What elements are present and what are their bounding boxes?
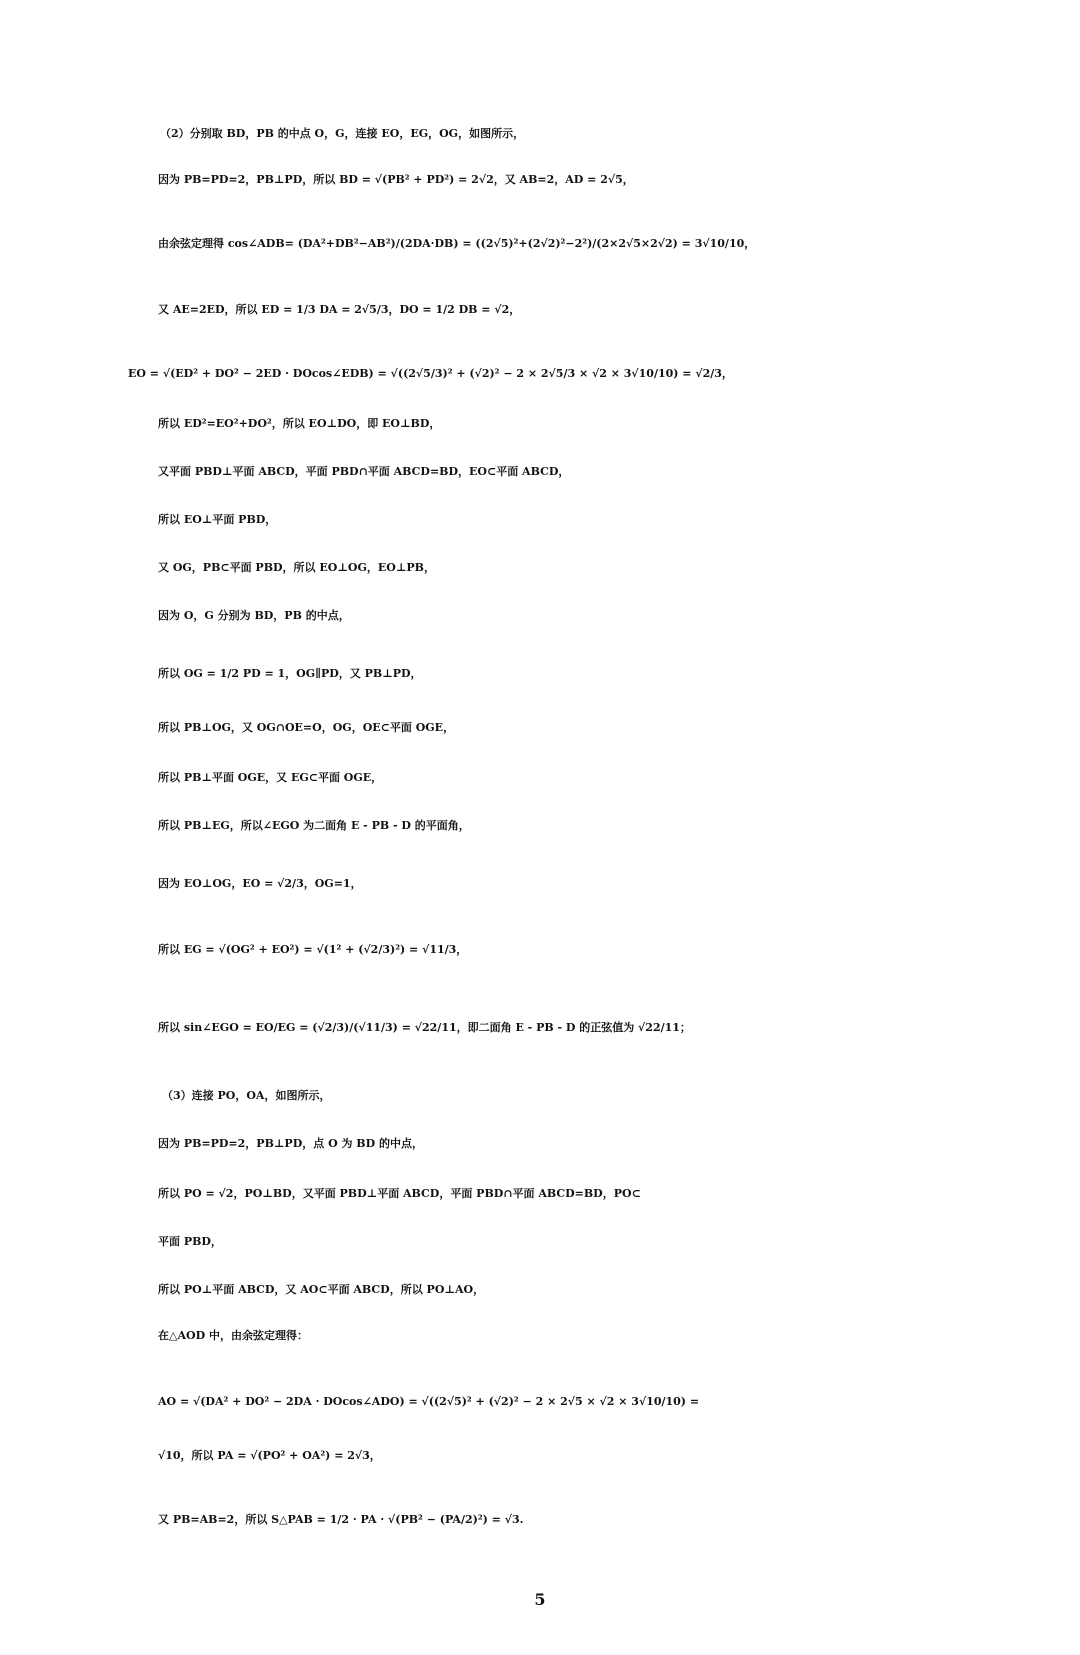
text-line: AO = √(DA² + DO² − 2DA · DOcos∠ADO) = √((2√5)² + (√2)² − 2 × 2√5 × √2 × 3√10/10) = xyxy=(158,1395,700,1408)
text-line: 所以 ED²=EO²+DO²，所以 EO⊥DO，即 EO⊥BD， xyxy=(158,417,441,430)
text-line: 所以 PB⊥EG，所以∠EGO 为二面角 E - PB - D 的平面角， xyxy=(158,819,470,832)
page-number: 5 xyxy=(534,1590,546,1609)
text-line: 因为 O，G 分别为 BD，PB 的中点， xyxy=(158,609,350,622)
text-line: 所以 PO⊥平面 ABCD，又 AO⊂平面 ABCD，所以 PO⊥AO， xyxy=(158,1283,485,1296)
text-line: 平面 PBD， xyxy=(158,1235,222,1248)
text-line: EO = √(ED² + DO² − 2ED · DOcos∠EDB) = √((2√5/3)² + (√2)² − 2 × 2√5/3 × √2 × 3√10/10) = √2/3， xyxy=(128,367,733,380)
text-line: 又 AE=2ED，所以 ED = 1/3 DA = 2√5/3，DO = 1/2 DB = √2， xyxy=(158,303,521,316)
text-line: 所以 OG = 1/2 PD = 1，OG∥PD，又 PB⊥PD， xyxy=(158,667,422,680)
text-line: （3）连接 PO，OA，如图所示， xyxy=(162,1089,331,1102)
text-line: 所以 EG = √(OG² + EO²) = √(1² + (√2/3)²) = √11/3， xyxy=(158,943,468,956)
text-line: （2）分别取 BD，PB 的中点 O，G，连接 EO，EG，OG，如图所示， xyxy=(160,127,525,140)
text-line: 因为 PB=PD=2，PB⊥PD，点 O 为 BD 的中点， xyxy=(158,1137,423,1150)
text-line: √10，所以 PA = √(PO² + OA²) = 2√3， xyxy=(158,1449,381,1462)
text-line: 所以 PB⊥OG，又 OG∩OE=O，OG，OE⊂平面 OGE， xyxy=(158,721,455,734)
text-line: 又 PB=AB=2，所以 S△PAB = 1/2 · PA · √(PB² − (PA/2)²) = √3. xyxy=(158,1513,524,1526)
text-line: 所以 PO = √2，PO⊥BD，又平面 PBD⊥平面 ABCD，平面 PBD∩平面 ABCD=BD，PO⊂ xyxy=(158,1187,641,1200)
text-line: 所以 PB⊥平面 OGE，又 EG⊂平面 OGE， xyxy=(158,771,383,784)
text-line: 因为 PB=PD=2，PB⊥PD，所以 BD = √(PB² + PD²) = 2√2，又 AB=2，AD = 2√5， xyxy=(158,173,634,186)
text-line: 在△AOD 中，由余弦定理得： xyxy=(158,1329,308,1342)
text-line: 所以 EO⊥平面 PBD， xyxy=(158,513,277,526)
text-line: 又平面 PBD⊥平面 ABCD，平面 PBD∩平面 ABCD=BD，EO⊂平面 ABCD， xyxy=(158,465,570,478)
text-line: 因为 EO⊥OG，EO = √2/3，OG=1， xyxy=(158,877,362,890)
text-line: 所以 sin∠EGO = EO/EG = (√2/3)/(√11/3) = √22/11，即二面角 E - PB - D 的正弦值为 √22/11； xyxy=(158,1021,691,1034)
text-line: 又 OG，PB⊂平面 PBD，所以 EO⊥OG，EO⊥PB， xyxy=(158,561,435,574)
text-line: 由余弦定理得 cos∠ADB= (DA²+DB²−AB²)/(2DA·DB) = ((2√5)²+(2√2)²−2²)/(2×2√5×2√2) = 3√10/10， xyxy=(158,237,756,250)
